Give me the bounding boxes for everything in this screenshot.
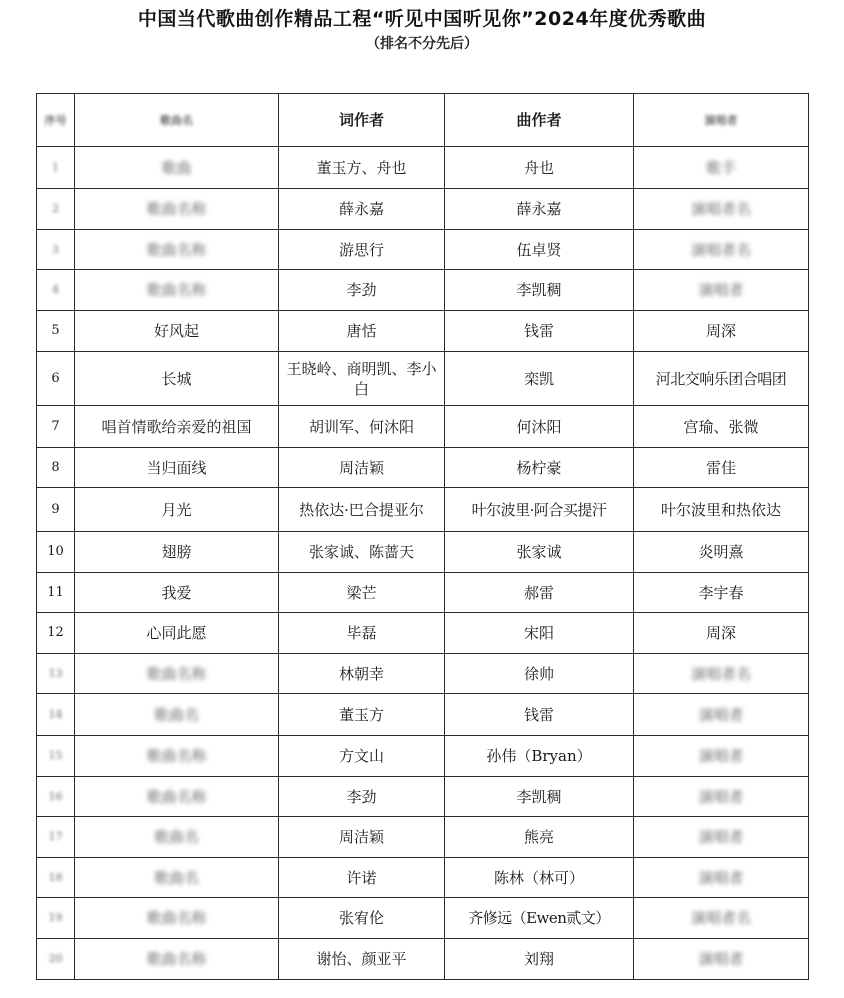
row-number: 15 bbox=[37, 736, 75, 777]
table-row bbox=[37, 311, 809, 352]
song-title: 我爱 bbox=[75, 573, 279, 613]
row-number: 3 bbox=[37, 230, 75, 270]
song-title: 歌曲名称 bbox=[75, 736, 279, 777]
songs-table bbox=[36, 93, 809, 980]
table-row bbox=[37, 147, 809, 189]
song-title: 歌曲名称 bbox=[75, 939, 279, 980]
page-subtitle: （排名不分先后） bbox=[366, 36, 478, 52]
composer: 何沐阳 bbox=[445, 406, 634, 448]
table-row bbox=[37, 654, 809, 694]
table-row bbox=[37, 736, 809, 777]
singer: 周深 bbox=[634, 613, 809, 654]
song-title: 唱首情歌给亲爱的祖国 bbox=[75, 406, 279, 448]
composer: 刘翔 bbox=[445, 939, 634, 980]
singer: 演唱者名 bbox=[634, 189, 809, 230]
singer: 演唱者 bbox=[634, 939, 809, 980]
singer: 演唱者名 bbox=[634, 230, 809, 270]
row-number: 8 bbox=[37, 448, 75, 488]
table-row bbox=[37, 270, 809, 311]
lyricist: 王晓岭、商明凯、李小白 bbox=[279, 352, 445, 406]
song-title: 长城 bbox=[75, 352, 279, 406]
composer: 张家诚 bbox=[445, 532, 634, 573]
song-title: 心同此愿 bbox=[75, 613, 279, 654]
composer: 栾凯 bbox=[445, 352, 634, 406]
row-number: 9 bbox=[37, 488, 75, 532]
table-row bbox=[37, 939, 809, 980]
composer: 薛永嘉 bbox=[445, 189, 634, 230]
composer: 陈林（林可） bbox=[445, 858, 634, 898]
song-title: 歌曲名 bbox=[75, 817, 279, 858]
lyricist: 周洁颖 bbox=[279, 448, 445, 488]
table-row bbox=[37, 448, 809, 488]
composer: 伍卓贤 bbox=[445, 230, 634, 270]
singer: 河北交响乐团合唱团 bbox=[634, 352, 809, 406]
col-header-singer: 演唱者 bbox=[634, 94, 809, 147]
row-number: 2 bbox=[37, 189, 75, 230]
row-number: 18 bbox=[37, 858, 75, 898]
song-title: 歌曲名称 bbox=[75, 898, 279, 939]
row-number: 5 bbox=[37, 311, 75, 352]
row-number: 1 bbox=[37, 147, 75, 189]
table-row bbox=[37, 694, 809, 736]
composer: 孙伟（Bryan） bbox=[445, 736, 634, 777]
row-number: 7 bbox=[37, 406, 75, 448]
song-title: 歌曲名 bbox=[75, 694, 279, 736]
composer: 杨柠豪 bbox=[445, 448, 634, 488]
table-row bbox=[37, 573, 809, 613]
lyricist: 董玉方、舟也 bbox=[279, 147, 445, 189]
table-row bbox=[37, 352, 809, 406]
song-title: 歌曲名称 bbox=[75, 230, 279, 270]
composer: 叶尔波里·阿合买提汗 bbox=[445, 488, 634, 532]
row-number: 4 bbox=[37, 270, 75, 311]
composer: 齐修远（Ewen贰文） bbox=[445, 898, 634, 939]
composer: 钱雷 bbox=[445, 694, 634, 736]
lyricist: 谢怡、颜亚平 bbox=[279, 939, 445, 980]
lyricist: 梁芒 bbox=[279, 573, 445, 613]
lyricist: 薛永嘉 bbox=[279, 189, 445, 230]
table-row bbox=[37, 777, 809, 817]
page-title: 中国当代歌曲创作精品工程“听见中国听见你”2024年度优秀歌曲 bbox=[137, 8, 707, 30]
song-title: 歌曲名称 bbox=[75, 189, 279, 230]
row-number: 17 bbox=[37, 817, 75, 858]
table-row bbox=[37, 898, 809, 939]
song-title: 好风起 bbox=[75, 311, 279, 352]
lyricist: 李劲 bbox=[279, 777, 445, 817]
row-number: 19 bbox=[37, 898, 75, 939]
composer: 熊亮 bbox=[445, 817, 634, 858]
lyricist: 胡训军、何沐阳 bbox=[279, 406, 445, 448]
table-body bbox=[37, 147, 809, 980]
lyricist: 方文山 bbox=[279, 736, 445, 777]
composer: 钱雷 bbox=[445, 311, 634, 352]
row-number: 12 bbox=[37, 613, 75, 654]
singer: 演唱者 bbox=[634, 817, 809, 858]
singer: 演唱者 bbox=[634, 270, 809, 311]
table-row bbox=[37, 230, 809, 270]
row-number: 20 bbox=[37, 939, 75, 980]
singer: 宫瑜、张微 bbox=[634, 406, 809, 448]
composer: 李凯稠 bbox=[445, 777, 634, 817]
song-title: 歌曲 bbox=[75, 147, 279, 189]
singer: 演唱者名 bbox=[634, 898, 809, 939]
singer: 演唱者 bbox=[634, 858, 809, 898]
song-title: 歌曲名称 bbox=[75, 654, 279, 694]
song-title: 翅膀 bbox=[75, 532, 279, 573]
col-header-no: 序号 bbox=[37, 94, 75, 147]
singer: 叶尔波里和热依达 bbox=[634, 488, 809, 532]
song-title: 当归面线 bbox=[75, 448, 279, 488]
row-number: 11 bbox=[37, 573, 75, 613]
singer: 周深 bbox=[634, 311, 809, 352]
song-title: 歌曲名称 bbox=[75, 777, 279, 817]
lyricist: 林朝幸 bbox=[279, 654, 445, 694]
singer: 歌手 bbox=[634, 147, 809, 189]
song-title: 月光 bbox=[75, 488, 279, 532]
lyricist: 许诺 bbox=[279, 858, 445, 898]
row-number: 13 bbox=[37, 654, 75, 694]
composer: 李凯稠 bbox=[445, 270, 634, 311]
singer: 演唱者名 bbox=[634, 654, 809, 694]
row-number: 6 bbox=[37, 352, 75, 406]
singer: 演唱者 bbox=[634, 694, 809, 736]
singer: 炎明熹 bbox=[634, 532, 809, 573]
lyricist: 游思行 bbox=[279, 230, 445, 270]
table-row bbox=[37, 488, 809, 532]
table-header-row bbox=[37, 94, 809, 147]
lyricist: 张宥伦 bbox=[279, 898, 445, 939]
singer: 雷佳 bbox=[634, 448, 809, 488]
composer: 郝雷 bbox=[445, 573, 634, 613]
song-title: 歌曲名称 bbox=[75, 270, 279, 311]
row-number: 10 bbox=[37, 532, 75, 573]
composer: 舟也 bbox=[445, 147, 634, 189]
lyricist: 董玉方 bbox=[279, 694, 445, 736]
lyricist: 毕磊 bbox=[279, 613, 445, 654]
composer: 徐帅 bbox=[445, 654, 634, 694]
table-row bbox=[37, 817, 809, 858]
table-row bbox=[37, 858, 809, 898]
lyricist: 周洁颖 bbox=[279, 817, 445, 858]
lyricist: 唐恬 bbox=[279, 311, 445, 352]
table-row bbox=[37, 406, 809, 448]
singer: 演唱者 bbox=[634, 777, 809, 817]
singer: 李宇春 bbox=[634, 573, 809, 613]
singer: 演唱者 bbox=[634, 736, 809, 777]
table-row bbox=[37, 532, 809, 573]
lyricist: 热依达·巴合提亚尔 bbox=[279, 488, 445, 532]
lyricist: 李劲 bbox=[279, 270, 445, 311]
table-row bbox=[37, 613, 809, 654]
col-header-song: 歌曲名 bbox=[75, 94, 279, 147]
col-header-lyricist: 词作者 bbox=[279, 94, 445, 147]
composer: 宋阳 bbox=[445, 613, 634, 654]
table-row bbox=[37, 189, 809, 230]
lyricist: 张家诚、陈蔷天 bbox=[279, 532, 445, 573]
row-number: 14 bbox=[37, 694, 75, 736]
col-header-composer: 曲作者 bbox=[445, 94, 634, 147]
song-title: 歌曲名 bbox=[75, 858, 279, 898]
row-number: 16 bbox=[37, 777, 75, 817]
page-header bbox=[0, 6, 844, 54]
